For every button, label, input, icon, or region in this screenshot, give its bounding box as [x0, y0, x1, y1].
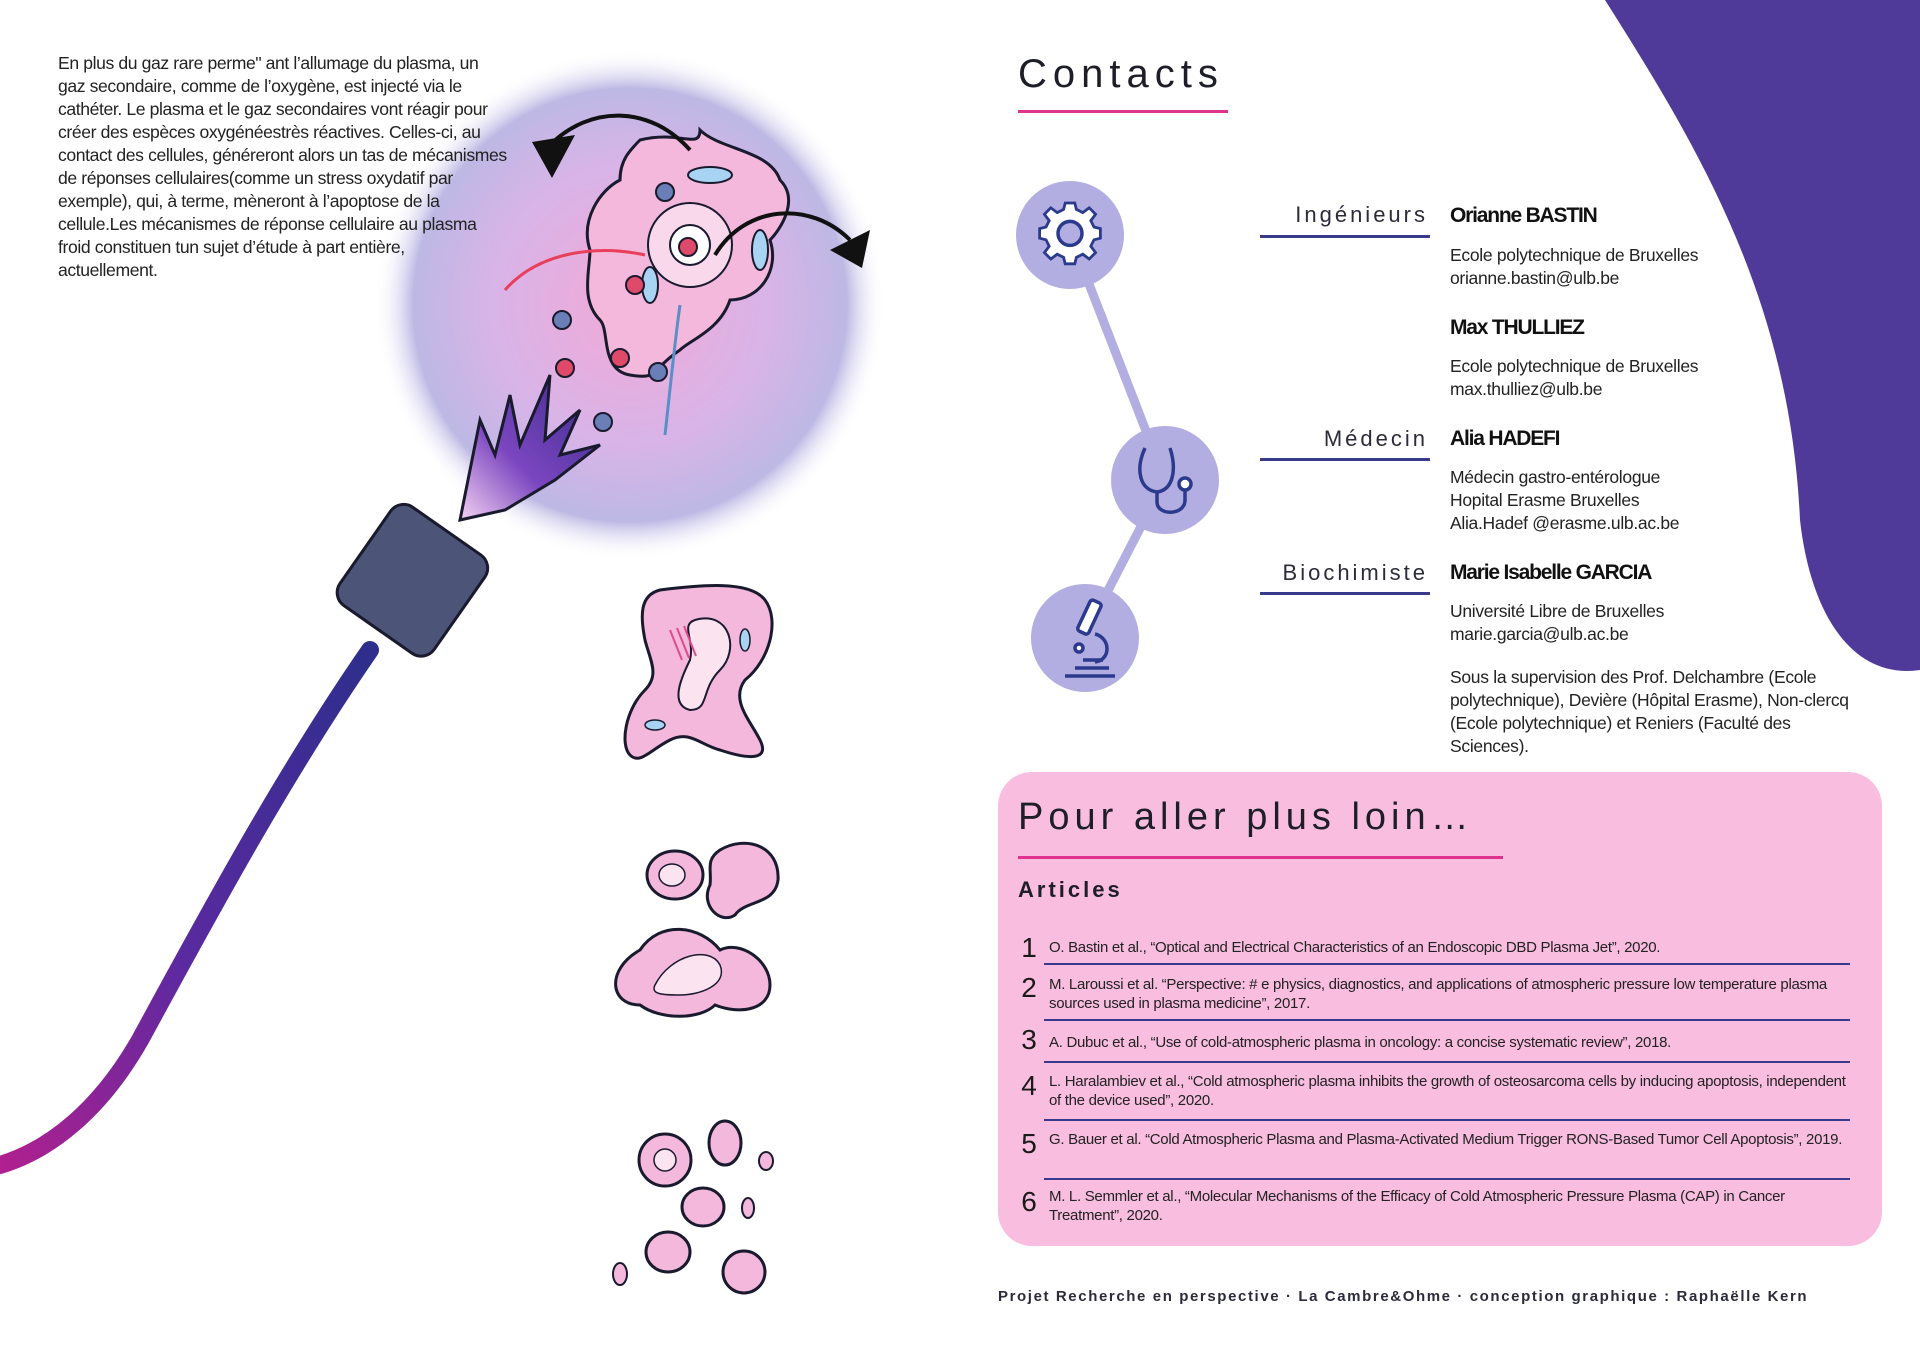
apoptotic-body: [709, 1121, 741, 1165]
apoptotic-body: [613, 1263, 627, 1285]
role-underline: [1260, 592, 1430, 595]
reference-number: 2: [1021, 972, 1037, 1003]
contact-affiliation: Ecole polytechnique de Bruxelles: [1450, 245, 1699, 265]
contacts-title: Contacts: [1018, 52, 1224, 96]
reference-number: 3: [1021, 1024, 1037, 1055]
reference-text: O. Bastin et al., “Optical and Electrical Characteristics of an Endoscopic DBD Plasma Jet”, 2020.: [1049, 939, 1661, 956]
gear-icon: [1040, 203, 1101, 264]
contact-affiliation: Université Libre de Bruxelles: [1450, 601, 1665, 621]
supervision-note: Sous la supervision des Prof. Delchambre (Ecole polytechnique), Devière (Hôpital Erasme), Non-clercq (Ecole polytechnique) et Reniers (Faculté des Sciences).: [1450, 667, 1849, 756]
reference-text: G. Bauer et al. “Cold Atmospheric Plasma and Plasma-Activated Medium Trigger RONS-Based Tumor Cell Apoptosis”, 2019.: [1049, 1131, 1843, 1148]
role-biochimiste: Biochimiste: [1282, 560, 1428, 585]
reference-number: 5: [1021, 1128, 1037, 1159]
role-underline: [1260, 458, 1430, 461]
reference-number: 4: [1021, 1070, 1037, 1101]
contact-affiliation: Hopital Erasme Bruxelles: [1450, 490, 1640, 510]
contact-affiliation: Médecin gastro-entérologue: [1450, 467, 1661, 487]
role-ingenieurs: Ingénieurs: [1295, 202, 1428, 227]
contact-name: Marie Isabelle GARCIA: [1450, 561, 1652, 584]
contact-name: Alia HADEFI: [1450, 427, 1560, 450]
reference-item: [1016, 932, 1850, 966]
role-medecin: Médecin: [1323, 426, 1428, 451]
intro-paragraph: En plus du gaz rare perme" ant l’allumage du plasma, un gaz secondaire, comme de l’oxygène, est injecté via le cathéter. Le plasma et le gaz secondaires vont réagir pour créer des espèces oxygénéestrès réactives. Celles-ci, au contact des cellules, généreront alors un tas de mécanismes de réponses cellulaires(comme un stress oxydatif par exemple), qui, à terme, mèneront à l’apoptose de la cellule.Les mécanismes de réponse cellulaire au plasma froid constituen tun sujet d’étude à part entière, actuellement.: [58, 53, 507, 280]
reference-divider: [1044, 1019, 1850, 1021]
reference-text: M. L. Semmler et al., “Molecular Mechanisms of the Efficacy of Cold Atmospheric Pressure Plasma (CAP) in Cancer Treatment”, 2020.: [1049, 1188, 1785, 1224]
reference-text: A. Dubuc et al., “Use of cold-atmospheric plasma in oncology: a concise systematic review”, 2018.: [1049, 1034, 1672, 1051]
reference-item: [1016, 1024, 1850, 1064]
articles-heading: Articles: [1018, 877, 1123, 902]
contact-affiliation: Ecole polytechnique de Bruxelles: [1450, 356, 1699, 376]
corner-decoration: [1605, 0, 1920, 671]
stethoscope-icon-circle: [1111, 426, 1219, 534]
cell-stage-3b: [707, 843, 778, 917]
reference-item: [1016, 972, 1850, 1022]
reference-item: [1016, 1182, 1850, 1230]
contact-email[interactable]: max.thulliez@ulb.be: [1450, 379, 1603, 399]
reference-divider: [1044, 1178, 1850, 1180]
contacts-title-underline: [1018, 110, 1228, 113]
further-reading-underline: [1018, 856, 1503, 859]
reference-text: L. Haralambiev et al., “Cold atmospheric plasma inhibits the growth of osteosarcoma cells by inducing apoptosis, independent of the device used”, 2020.: [1049, 1073, 1846, 1109]
footer-credits: Projet Recherche en perspective · La Cambre&Ohme · conception graphique : Raphaëlle Kern: [998, 1288, 1809, 1305]
role-underline: [1260, 235, 1430, 238]
apoptotic-body: [759, 1152, 773, 1170]
catheter-cable: [0, 650, 370, 1165]
reference-item: [1016, 1124, 1850, 1180]
reference-divider: [1044, 1119, 1850, 1121]
reference-number: 6: [1021, 1186, 1037, 1217]
apoptotic-body: [646, 1232, 690, 1272]
reference-number: 1: [1021, 932, 1037, 963]
contact-email[interactable]: orianne.bastin@ulb.be: [1450, 268, 1620, 288]
contact-email[interactable]: Alia.Hadef @erasme.ulb.ac.be: [1450, 513, 1680, 533]
contact-email[interactable]: marie.garcia@ulb.ac.be: [1450, 624, 1629, 644]
apoptotic-body: [682, 1188, 724, 1226]
further-reading-title: Pour aller plus loin…: [1018, 796, 1474, 838]
apoptotic-body: [723, 1251, 765, 1293]
contact-name: Orianne BASTIN: [1450, 204, 1597, 227]
catheter-head: [331, 498, 494, 662]
apoptotic-body: [742, 1198, 754, 1218]
reference-divider: [1044, 1061, 1850, 1063]
contact-name: Max THULLIEZ: [1450, 316, 1584, 339]
reference-item: [1016, 1066, 1850, 1122]
reference-text: M. Laroussi et al. “Perspective: # e physics, diagnostics, and applications of atmospheric pressure low temperature plasma sources used in plasma medicine”, 2017.: [1049, 976, 1827, 1012]
reference-divider: [1044, 963, 1850, 965]
